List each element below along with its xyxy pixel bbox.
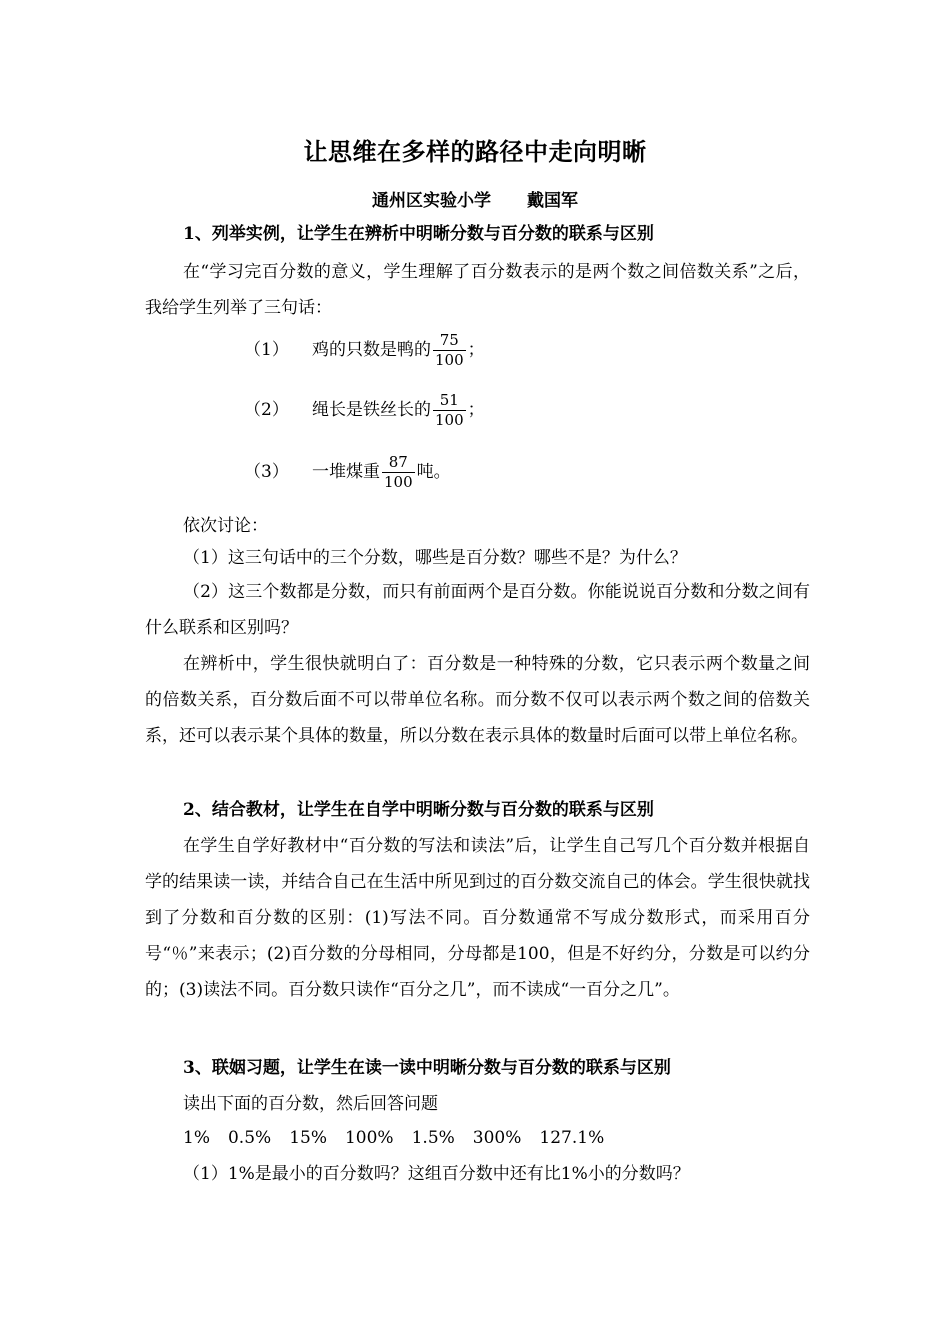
section1-intro: 在“学习完百分数的意义，学生理解了百分数表示的是两个数之间倍数关系”之后，我给学生列举了三句话： <box>145 262 810 318</box>
percent-value: 100% <box>344 1128 394 1148</box>
author-line <box>0 186 950 211</box>
example-text: 鸡的只数是鸭的 <box>312 340 431 360</box>
fraction <box>433 391 466 430</box>
document-title: 让思维在多样的路径中走向明晰 <box>303 138 647 166</box>
example-suffix: 吨。 <box>416 462 451 482</box>
discuss-label: 依次讨论： <box>183 516 268 536</box>
example-line-3 <box>244 452 451 492</box>
percent-list <box>145 1120 810 1156</box>
example-label: （3） <box>244 462 289 482</box>
fraction-numerator: 87 <box>382 453 415 473</box>
percent-value: 300% <box>472 1128 522 1148</box>
fraction-numerator: 51 <box>433 391 466 411</box>
section3-heading: 3、联姻习题，让学生在读一读中明晰分数与百分数的联系与区别 <box>183 1058 671 1078</box>
section3-instruction: 读出下面的百分数，然后回答问题 <box>183 1094 438 1114</box>
section3-question-1: （1）1%是最小的百分数吗？这组百分数中还有比1%小的分数吗？ <box>183 1164 690 1184</box>
example-label: （1） <box>244 340 289 360</box>
question-2-text: （2）这三个数都是分数，而只有前面两个是百分数。你能说说百分数和分数之间有什么联系和区别吗？ <box>145 582 810 638</box>
author-school: 通州区实验小学 <box>372 191 491 211</box>
section2-heading: 2、结合教材，让学生在自学中明晰分数与百分数的联系与区别 <box>183 800 654 820</box>
example-line-1 <box>244 330 485 370</box>
fraction <box>433 331 466 370</box>
percent-value: 127.1% <box>539 1128 605 1148</box>
percent-value: 0.5% <box>227 1128 272 1148</box>
percent-value: 1.5% <box>411 1128 455 1148</box>
example-suffix: ； <box>467 340 485 360</box>
percent-value: 15% <box>289 1128 327 1148</box>
example-line-2 <box>244 390 485 430</box>
fraction <box>382 453 415 492</box>
fraction-denominator: 100 <box>435 351 464 369</box>
example-text: 一堆煤重 <box>312 462 380 482</box>
question-1: （1）这三句话中的三个分数，哪些是百分数？哪些不是？为什么？ <box>183 548 687 568</box>
percent-value: 1% <box>183 1128 210 1148</box>
section2-body: 在学生自学好教材中“百分数的写法和读法”后，让学生自己写几个百分数并根据自学的结果读一读，并结合自己在生活中所见到过的百分数交流自己的体会。学生很快就找到了分数和百分数的区别：(1)写法不同。百分数通常不写成分数形式，而采用百分号“％”来表示；(2)百分数的分母相同，分母都是100，但是不好约分，分数是可以约分的；(3)读法不同。百分数只读作“百分之几”，而不读成“一百分之几”。 <box>145 836 810 1000</box>
question-2 <box>145 574 810 646</box>
author-name: 戴国军 <box>527 191 578 211</box>
fraction-denominator: 100 <box>384 473 413 491</box>
example-text: 绳长是铁丝长的 <box>312 400 431 420</box>
example-suffix: ； <box>467 400 485 420</box>
fraction-denominator: 100 <box>435 411 464 429</box>
section1-analysis: 在辨析中，学生很快就明白了：百分数是一种特殊的分数，它只表示两个数量之间的倍数关系，百分数后面不可以带单位名称。而分数不仅可以表示两个数之间的倍数关系，还可以表示某个具体的数量，所以分数在表示具体的数量时后面可以带上单位名称。 <box>145 654 810 746</box>
section1-heading: 1、列举实例，让学生在辨析中明晰分数与百分数的联系与区别 <box>183 224 654 244</box>
fraction-numerator: 75 <box>433 331 466 351</box>
example-label: （2） <box>244 400 289 420</box>
